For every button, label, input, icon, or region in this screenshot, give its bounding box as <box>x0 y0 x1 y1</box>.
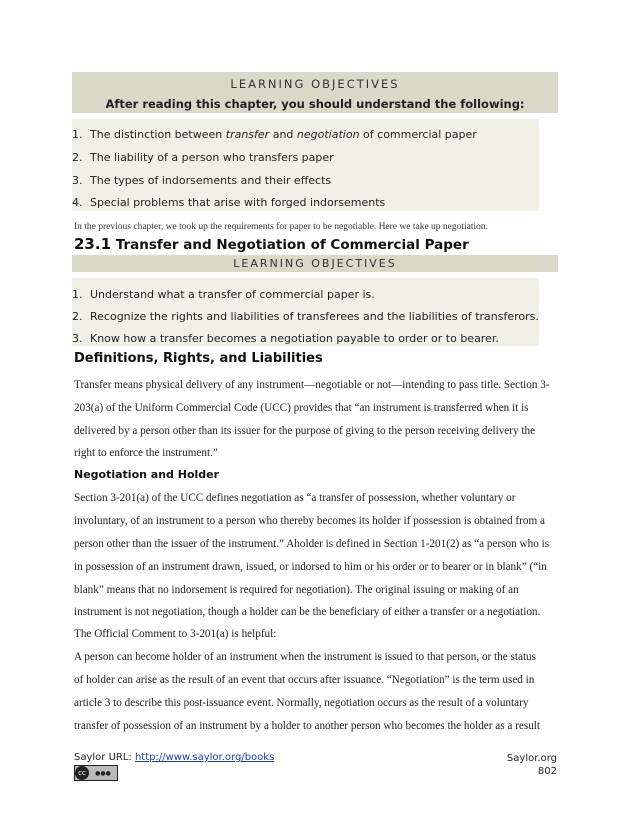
paragraph-line: blank” means that no indorsement is required for negotiation). The original issuing or making of an <box>74 584 519 596</box>
chapter-objectives-list: 1. The distinction between transfer and negotiation of commercial paper 2. The liability of a person who transfers paper 3. The types of indorsements and their effects 4. Special problems that arise with forged indorsements <box>72 119 539 211</box>
paragraph-line: transfer of possession of an instrument by a holder to another person who becomes the holder as a result <box>74 720 541 732</box>
section-objectives-list: 1. Understand what a transfer of commercial paper is. 2. Recognize the rights and liabilities of transferees and the liabilities of transferors. 3. Know how a transfer becomes a negotiation payable to order or to bearer. <box>72 278 539 346</box>
footer-page-info <box>507 752 557 778</box>
saylor-books-link[interactable]: http://www.saylor.org/books <box>134 752 275 763</box>
creative-commons-icon: cc ●●● <box>74 765 118 781</box>
paragraph-line: Section 3-201(a) of the UCC defines negotiation as “a transfer of possession, whether voluntary or <box>74 492 516 504</box>
learning-objectives-title-2: LEARNING OBJECTIVES <box>233 257 397 270</box>
paragraph-line: delivered by a person other than its issuer for the purpose of giving to the person receiving delivery the <box>74 425 536 437</box>
paragraph-line: instrument is not negotiation, though a holder can be the beneficiary of either a transfer or a negotiation. <box>74 606 541 618</box>
footer-url: Saylor URL: http://www.saylor.org/books <box>74 752 275 763</box>
paragraph-line: right to enforce the instrument.” <box>74 447 218 459</box>
paragraph-line: in possession of an instrument drawn, issued, or indorsed to him or his order or to bearer or in blank” (“in <box>74 561 547 573</box>
learning-objectives-header-2 <box>72 255 558 272</box>
paragraph-line: involuntary, of an instrument to a person who thereby becomes its holder if possession is obtained from a <box>74 515 545 527</box>
heading-definitions: Definitions, Rights, and Liabilities <box>74 351 323 366</box>
paragraph-line: article 3 to describe this post-issuance event. Normally, negotiation occurs as the result of a voluntary <box>74 697 529 709</box>
learning-objectives-header <box>72 72 558 113</box>
section-title: 23.1 Transfer and Negotiation of Commercial Paper <box>74 235 469 253</box>
site-name: Saylor.org <box>506 753 557 764</box>
paragraph-line: Transfer means physical delivery of any instrument—negotiable or not—intending to pass title. Section 3- <box>74 379 550 391</box>
paragraph-line: 203(a) of the Uniform Commercial Code (UCC) provides that “an instrument is transferred when it is <box>74 402 529 414</box>
paragraph-line: The Official Comment to 3-201(a) is helpful: <box>74 628 277 640</box>
paragraph-line: A person can become holder of an instrument when the instrument is issued to that person, or the status <box>74 651 537 663</box>
page-number: 802 <box>537 766 557 777</box>
paragraph-line: of holder can arise as the result of an event that occurs after issuance. “Negotiation” is the term used in <box>74 674 535 686</box>
intro-text: In the previous chapter, we took up the requirements for paper to be negotiable. Here we take up negotiation. <box>74 222 489 232</box>
learning-objectives-title: LEARNING OBJECTIVES <box>230 77 400 91</box>
heading-negotiation: Negotiation and Holder <box>74 468 220 481</box>
learning-objectives-subtitle: After reading this chapter, you should understand the following: <box>105 97 525 111</box>
paragraph-line: person other than the issuer of the instrument.” Aholder is defined in Section 1-201(2) as “a person who is <box>74 538 550 550</box>
